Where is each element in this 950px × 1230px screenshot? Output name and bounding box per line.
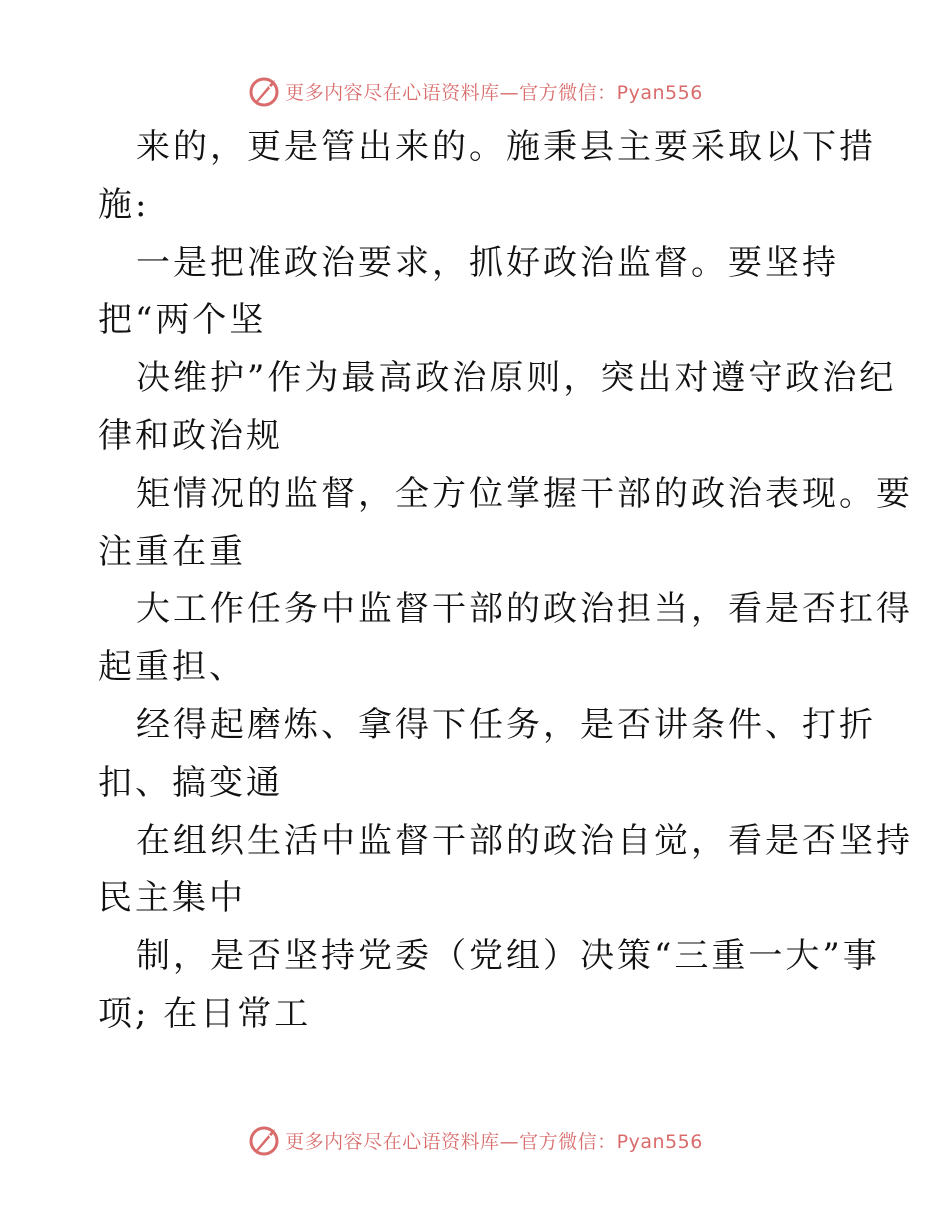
text-line-8: 注重在重 — [98, 531, 246, 572]
footer-watermark — [0, 1120, 950, 1160]
text-line-6: 律和政治规 — [98, 415, 283, 456]
text-line-16: 项; 在日常工 — [98, 993, 312, 1034]
header-watermark-text: 更多内容尽在心语资料库—官方微信：Pyan556 — [285, 81, 703, 104]
text-line-13: 在组织生活中监督干部的政治自觉，看是否坚持 — [136, 820, 913, 861]
text-line-3: 一是把准政治要求，抓好政治监督。要坚持 — [136, 242, 839, 283]
text-line-2: 施: — [98, 184, 150, 225]
quill-pen-logo-icon — [247, 74, 281, 108]
text-line-1: 来的，更是管出来的。施秉县主要采取以下措 — [136, 127, 876, 167]
text-line-5: 决维护”作为最高政治原则，突出对遵守政治纪 — [136, 358, 897, 399]
text-line-15: 制，是否坚持党委（党组）决策“三重一大”事 — [136, 936, 880, 977]
header-watermark — [0, 71, 950, 111]
text-line-14: 民主集中 — [98, 878, 246, 919]
document-body — [98, 119, 913, 1044]
text-line-4: 把“两个坚 — [98, 300, 267, 341]
text-line-10: 起重担、 — [98, 647, 246, 688]
quill-pen-logo-icon — [247, 1123, 281, 1157]
text-line-7: 矩情况的监督，全方位掌握干部的政治表现。要 — [136, 473, 913, 514]
text-line-12: 扣、搞变通 — [98, 762, 283, 803]
text-line-9: 大工作任务中监督干部的政治担当，看是否扛得 — [136, 589, 913, 630]
text-line-11: 经得起磨炼、拿得下任务，是否讲条件、打折 — [136, 704, 876, 745]
footer-watermark-text: 更多内容尽在心语资料库—官方微信：Pyan556 — [285, 1130, 703, 1153]
